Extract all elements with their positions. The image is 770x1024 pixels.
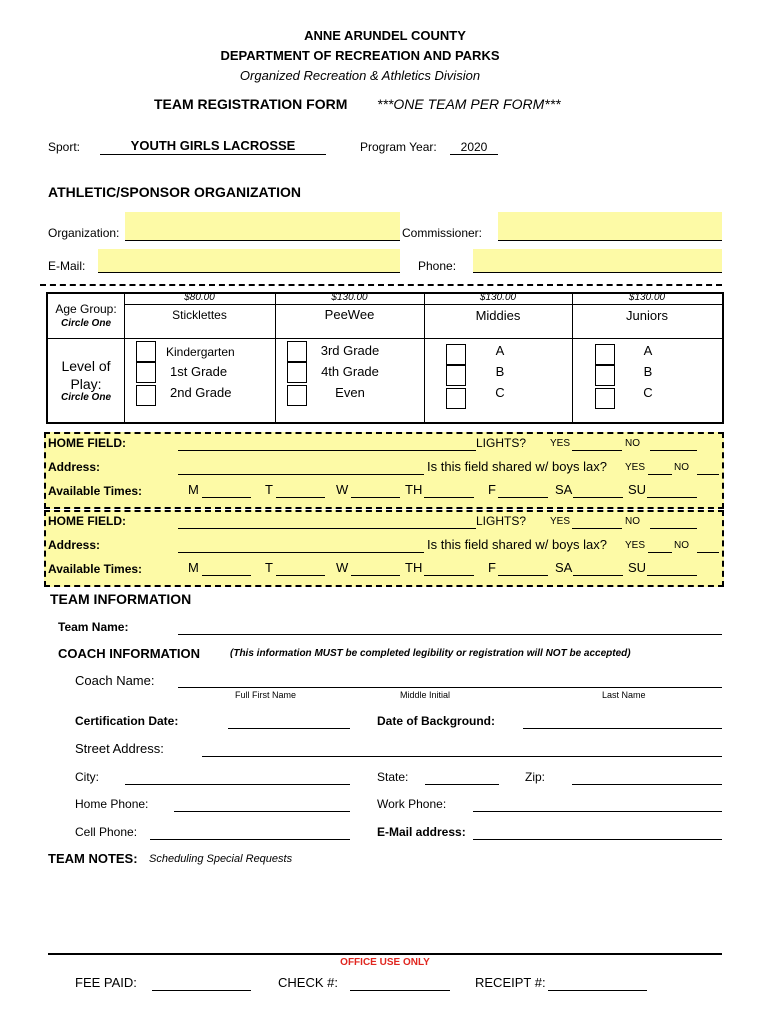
level-label-line2: Play: <box>70 376 102 392</box>
cell-phone-input[interactable] <box>150 839 350 840</box>
day-su-2: SU <box>628 560 647 575</box>
background-label: Date of Background: <box>377 714 496 728</box>
org-section-title: ATHLETIC/SPONSOR ORGANIZATION <box>48 184 302 200</box>
shared-yes-1: YES <box>625 462 646 473</box>
phone-label: Phone: <box>418 259 457 273</box>
level-middies-c: C <box>495 385 505 400</box>
team-notes-hint: Scheduling Special Requests <box>149 853 293 865</box>
team-name-label: Team Name: <box>58 620 129 634</box>
team-notes-label: TEAM NOTES: <box>48 851 138 866</box>
checkbox-1st-grade[interactable] <box>136 362 156 383</box>
check-label: CHECK #: <box>278 975 338 990</box>
address-label-1: Address: <box>48 460 101 474</box>
level-juniors-c: C <box>643 385 653 400</box>
lights-label-1: LIGHTS? <box>476 436 527 450</box>
fee-paid-input[interactable] <box>152 990 251 991</box>
home-phone-input[interactable] <box>174 811 350 812</box>
level-middies-a: A <box>495 343 505 358</box>
address-input-2[interactable] <box>178 552 424 553</box>
checkbox-juniors-b[interactable] <box>595 365 615 386</box>
team-notes-area[interactable] <box>48 870 722 948</box>
shared-yes-2: YES <box>625 540 646 551</box>
home-field-label-2: HOME FIELD: <box>48 514 126 528</box>
checkbox-middies-b[interactable] <box>446 365 466 386</box>
day-m-2: M <box>188 560 199 575</box>
level-3rd-grade: 3rd Grade <box>320 343 380 358</box>
form-note: ***ONE TEAM PER FORM*** <box>377 96 561 112</box>
coach-info-note: (This information MUST be completed legibility or registration will NOT be accepted) <box>230 648 631 659</box>
level-juniors-b: B <box>643 364 653 379</box>
day-w-1: W <box>336 482 349 497</box>
age-juniors[interactable]: Juniors <box>626 308 668 323</box>
lights-no-1: NO <box>625 438 640 449</box>
day-f-2: F <box>488 560 496 575</box>
age-middies[interactable]: Middies <box>475 308 521 323</box>
receipt-label: RECEIPT #: <box>475 975 546 990</box>
day-th-1: TH <box>405 482 423 497</box>
zip-label: Zip: <box>525 770 546 784</box>
sport-label: Sport: <box>48 140 81 154</box>
price-juniors: $130.00 <box>628 292 666 303</box>
checkbox-even[interactable] <box>287 385 307 406</box>
full-first-name-caption: Full First Name <box>235 690 297 700</box>
division-title: Organized Recreation & Athletics Division <box>239 68 481 83</box>
team-name-input[interactable] <box>178 634 722 635</box>
checkbox-kindergarten[interactable] <box>136 341 156 362</box>
checkbox-4th-grade[interactable] <box>287 362 307 383</box>
background-input[interactable] <box>523 728 722 729</box>
price-sticklettes: $80.00 <box>184 292 215 303</box>
coach-email-label: E-Mail address: <box>377 825 466 839</box>
level-kindergarten: Kindergarten <box>166 345 235 359</box>
lights-yes-1: YES <box>550 438 571 449</box>
receipt-input[interactable] <box>548 990 647 991</box>
level-circle-one: Circle One <box>60 392 112 403</box>
checkbox-middies-a[interactable] <box>446 344 466 365</box>
team-info-title: TEAM INFORMATION <box>50 591 192 607</box>
level-1st-grade: 1st Grade <box>170 364 228 379</box>
checkbox-3rd-grade[interactable] <box>287 341 307 362</box>
program-year-label: Program Year: <box>360 140 437 154</box>
price-middies: $130.00 <box>479 292 517 303</box>
office-use-title: OFFICE USE ONLY <box>340 957 430 968</box>
day-sa-1: SA <box>555 482 573 497</box>
coach-name-input[interactable] <box>178 687 722 688</box>
organization-field[interactable] <box>125 212 400 241</box>
shared-no-1: NO <box>674 462 689 473</box>
middle-initial-caption: Middle Initial <box>400 690 451 700</box>
age-group-label: Age Group: <box>55 302 117 316</box>
home-field-label-1: HOME FIELD: <box>48 436 126 450</box>
checkbox-2nd-grade[interactable] <box>136 385 156 406</box>
state-label: State: <box>377 770 409 784</box>
coach-name-label: Coach Name: <box>75 673 155 688</box>
certification-label: Certification Date: <box>75 714 179 728</box>
program-year-line <box>450 154 498 155</box>
cell-phone-label: Cell Phone: <box>75 825 138 839</box>
day-su-1: SU <box>628 482 647 497</box>
day-sa-2: SA <box>555 560 573 575</box>
city-label: City: <box>75 770 99 784</box>
form-title: TEAM REGISTRATION FORM <box>154 96 348 112</box>
check-input[interactable] <box>350 990 450 991</box>
state-input[interactable] <box>425 784 499 785</box>
coach-info-title: COACH INFORMATION <box>58 646 201 661</box>
day-t-2: T <box>265 560 273 575</box>
day-w-2: W <box>336 560 349 575</box>
age-sticklettes[interactable]: Sticklettes <box>172 308 227 322</box>
available-label-1: Available Times: <box>48 484 143 498</box>
city-input[interactable] <box>125 784 350 785</box>
price-peewee: $130.00 <box>331 292 368 303</box>
street-label: Street Address: <box>75 741 164 756</box>
day-f-1: F <box>488 482 496 497</box>
sport-line <box>100 154 326 155</box>
available-label-2: Available Times: <box>48 562 143 576</box>
checkbox-juniors-a[interactable] <box>595 344 615 365</box>
last-name-caption: Last Name <box>602 690 646 700</box>
day-th-2: TH <box>405 560 423 575</box>
level-4th-grade: 4th Grade <box>321 364 379 379</box>
coach-email-input[interactable] <box>473 839 722 840</box>
checkbox-middies-c[interactable] <box>446 388 466 409</box>
fee-paid-label: FEE PAID: <box>75 975 137 990</box>
lights-no-2: NO <box>625 516 640 527</box>
zip-input[interactable] <box>572 784 722 785</box>
address-input-1[interactable] <box>178 474 424 475</box>
shared-label-1: Is this field shared w/ boys lax? <box>427 459 607 474</box>
sport-value[interactable]: YOUTH GIRLS LACROSSE <box>130 138 296 153</box>
level-2nd-grade: 2nd Grade <box>170 385 232 400</box>
work-phone-input[interactable] <box>473 811 722 812</box>
level-label <box>48 357 124 393</box>
level-label-line1: Level of <box>61 358 111 374</box>
separator <box>40 284 722 286</box>
checkbox-juniors-c[interactable] <box>595 388 615 409</box>
shared-no-2: NO <box>674 540 689 551</box>
level-even: Even <box>335 385 365 400</box>
level-juniors-a: A <box>643 343 653 358</box>
lights-label-2: LIGHTS? <box>476 514 527 528</box>
office-divider <box>48 953 722 955</box>
street-input[interactable] <box>202 756 722 757</box>
day-t-1: T <box>265 482 273 497</box>
level-middies-b: B <box>495 364 505 379</box>
home-phone-label: Home Phone: <box>75 797 149 811</box>
work-phone-label: Work Phone: <box>377 797 447 811</box>
shared-label-2: Is this field shared w/ boys lax? <box>427 537 607 552</box>
address-label-2: Address: <box>48 538 101 552</box>
county-title: ANNE ARUNDEL COUNTY <box>304 28 466 43</box>
organization-label: Organization: <box>48 226 120 240</box>
email-label: E-Mail: <box>48 259 86 273</box>
email-field[interactable] <box>98 249 400 273</box>
age-group-circle-one: Circle One <box>60 318 112 329</box>
table-divider <box>46 338 722 339</box>
day-m-1: M <box>188 482 199 497</box>
phone-field[interactable] <box>473 249 722 273</box>
commissioner-label: Commissioner: <box>402 226 483 240</box>
certification-input[interactable] <box>228 728 350 729</box>
commissioner-field[interactable] <box>498 212 722 241</box>
lights-yes-2: YES <box>550 516 571 527</box>
program-year-value[interactable]: 2020 <box>460 140 488 154</box>
home-field-input-1[interactable] <box>178 450 476 451</box>
age-peewee[interactable]: PeeWee <box>324 307 375 322</box>
department-title: DEPARTMENT OF RECREATION AND PARKS <box>220 48 500 63</box>
home-field-input-2[interactable] <box>178 528 476 529</box>
